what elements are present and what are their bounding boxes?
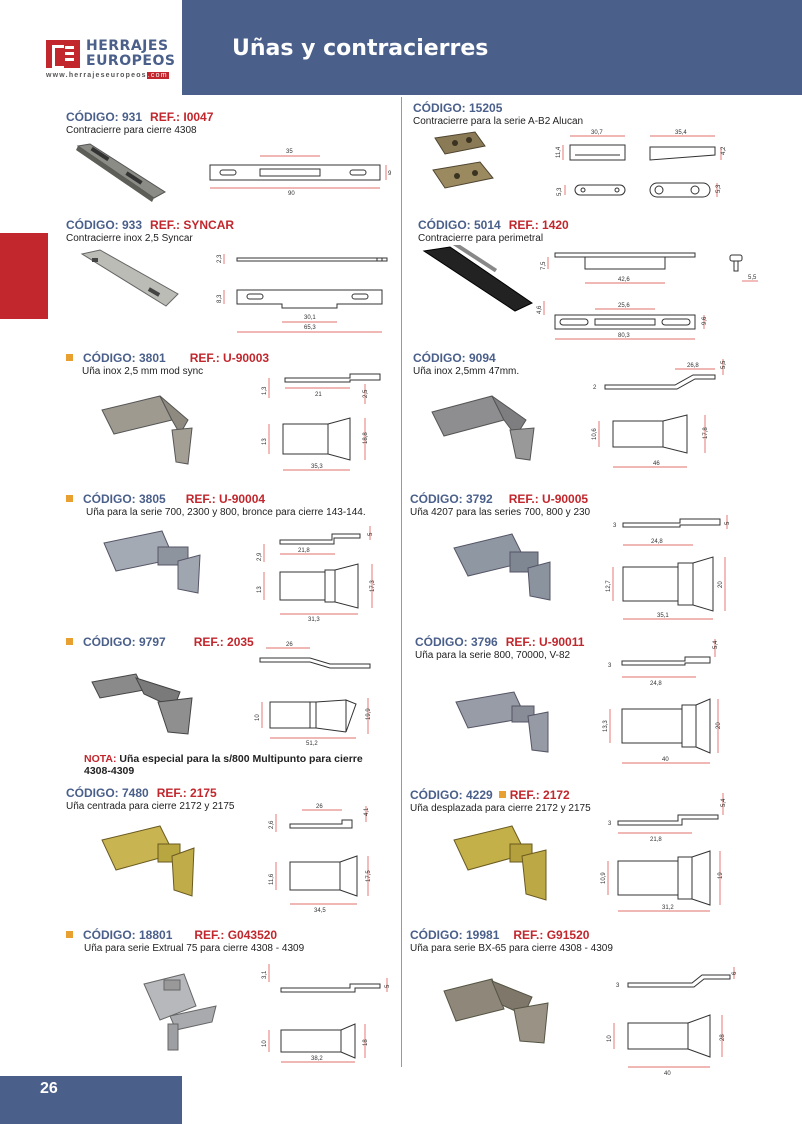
product-ref: REF.: U-90011 [505,635,585,649]
dim-label: 3 [613,523,617,529]
product-ref: REF.: I0047 [150,110,214,124]
note-text: Uña especial para la s/800 Multipunto para cierre 4308-4309 [84,753,363,777]
dim-label: 10,9 [601,872,607,884]
dim-label: 2,6 [269,820,275,829]
product-ref: REF.: G043520 [194,928,278,942]
product-ref: REF.: U-90005 [508,492,589,506]
product-description: Contracierre para la serie A-B2 Alucan [413,116,584,127]
product-code: CÓDIGO: 3792 [410,492,493,506]
dim-label: 35,3 [311,464,323,470]
dim-label: 10 [262,1040,268,1047]
drawing-931 [200,140,400,205]
dim-label: 5,3 [557,187,563,196]
dim-label: 13 [262,438,268,445]
dim-label: 10 [607,1035,613,1042]
product-code: CÓDIGO: 15205 [413,101,503,115]
dim-label: 21,8 [298,548,310,554]
drawing-9094 [585,355,735,475]
product-code: CÓDIGO: 9094 [413,351,496,365]
footer-band [0,1076,182,1124]
product-code: CÓDIGO: 4229 [410,788,493,802]
dim-label: 11,6 [269,873,275,885]
product-description: Contracierre inox 2,5 Syncar [66,233,193,244]
logo-url-domain: www.herrajeseuropeos [46,72,147,79]
dim-label: 5,4 [721,798,727,807]
dim-label: 5 [725,521,731,525]
product-code: CÓDIGO: 9797 [83,635,166,649]
dim-label: 90 [288,191,295,197]
note [84,753,384,777]
drawing-19981 [600,955,745,1080]
product-description: Uña desplazada para cierre 2172 y 2175 [410,803,591,814]
dim-label: 17,3 [370,580,376,592]
drawing-18801 [255,958,400,1068]
product-code: CÓDIGO: 5014 [418,218,501,232]
dim-label: 3 [608,663,612,669]
dim-label: 25,6 [618,303,630,309]
dim-label: 17,5 [366,870,372,882]
dim-label: 30,1 [304,315,316,321]
dim-label: 19 [718,872,724,879]
product-photo-3805 [100,525,210,600]
dim-label: 5 [368,532,374,536]
dim-label: 3 [608,821,612,827]
dim-label: 35,1 [657,613,669,619]
logo-line1: HERRAJES [86,38,169,54]
note-label: NOTA: [84,753,117,765]
dim-label: 11,4 [556,146,562,158]
product-description: Contracierre para cierre 4308 [66,125,197,136]
dim-label: 10,6 [592,428,598,440]
dim-label: 24,8 [651,539,663,545]
logo-icon [46,40,80,68]
product-code: CÓDIGO: 18801 [83,928,173,942]
dim-label: 26 [316,804,323,810]
side-tab [0,233,48,319]
product-code: CÓDIGO: 3796 [415,635,498,649]
dim-label: 13,3 [603,720,609,732]
drawing-3796 [590,625,740,770]
dim-label: 17,8 [703,427,709,439]
product-ref: REF.: 1420 [508,218,569,232]
dim-label: 21 [315,392,322,398]
dim-label: 28 [720,1034,726,1041]
product-photo-3796 [452,688,562,758]
dim-label: 20 [716,722,722,729]
dim-label: 5,5 [721,360,727,369]
product-photo-933 [78,248,188,313]
product-description: Uña inox 2,5 mm mod sync [82,366,204,377]
product-photo-931 [70,140,170,205]
bullet-icon [66,495,73,502]
drawing-15205 [555,125,745,210]
product-code: CÓDIGO: 933 [66,218,143,232]
product-photo-9797 [88,668,198,738]
dim-label: 7,5 [541,261,547,270]
dim-label: 6 [732,971,738,975]
product-ref: REF.: 2175 [156,786,217,800]
product-ref: REF.: 2172 [509,788,570,802]
dim-label: 31,3 [308,617,320,623]
bullet-icon [66,354,73,361]
drawing-3805 [250,522,400,624]
dim-label: 26 [286,642,293,648]
drawing-7480 [262,798,402,918]
dim-label: 9 [388,171,392,177]
dim-label: 40 [662,757,669,763]
dim-label: 65,3 [304,325,316,331]
dim-label: 12,7 [606,580,612,592]
product-description: Uña para la serie 800, 70000, V-82 [415,650,571,661]
dim-label: 35 [286,149,293,155]
dim-label: 5,4 [713,640,719,649]
drawing-3792 [605,505,750,630]
product-code: CÓDIGO: 931 [66,110,143,124]
product-photo-3801 [100,390,200,470]
dim-label: 2,3 [217,254,223,263]
dim-label: 35,4 [675,130,687,136]
product-code: CÓDIGO: 3801 [83,351,166,365]
dim-label: 13 [257,586,263,593]
drawing-9797 [250,638,400,748]
dim-label: 2 [593,385,597,391]
product-ref: REF.: G91520 [513,928,590,942]
dim-label: 2,5 [363,389,369,398]
dim-label: 34,5 [314,908,326,914]
product-photo-3792 [450,528,560,608]
product-ref: REF.: SYNCAR [150,218,235,232]
dim-label: 46 [653,461,660,467]
bullet-icon [66,931,73,938]
page-number: 26 [40,1080,58,1097]
product-description: Uña para la serie 700, 2300 y 800, bronce para cierre 143-144. [86,507,366,518]
dim-label: 3,1 [262,970,268,979]
product-photo-19981 [440,975,555,1050]
dim-label: 5 [385,984,391,988]
product-photo-9094 [430,390,540,465]
product-photo-18801 [140,970,230,1055]
drawing-5014 [530,245,770,345]
product-description: Uña 4207 para las series 700, 800 y 230 [410,507,591,518]
dim-label: 8,3 [217,294,223,303]
dim-label: 10 [255,714,261,721]
dim-label: 5,3 [716,184,722,193]
product-code: CÓDIGO: 19981 [410,928,500,942]
bullet-icon [499,791,506,798]
dim-label: 5,5 [748,275,757,281]
logo-url-tld: .com [147,72,168,79]
product-description: Uña para serie BX-65 para cierre 4308 - 4309 [410,943,613,954]
dim-label: 2,9 [257,552,263,561]
product-ref: REF.: 2035 [193,635,254,649]
dim-label: 4,6 [537,305,543,314]
dim-label: 18 [363,1039,369,1046]
dim-label: 26,8 [687,363,699,369]
product-photo-5014 [420,245,540,320]
drawing-4229 [598,785,743,920]
bullet-icon [66,638,73,645]
product-code: CÓDIGO: 3805 [83,492,166,506]
product-description: Uña inox 2,5mm 47mm. [413,366,520,377]
product-photo-4229 [450,820,560,905]
dim-label: 20 [718,581,724,588]
dim-label: 42,6 [618,277,630,283]
product-photo-15205 [425,128,510,198]
page-title: Uñas y contracierres [232,36,489,61]
dim-label: 3 [616,983,620,989]
dim-label: 4,2 [721,146,727,155]
dim-label: 38,2 [311,1056,323,1062]
logo-url [46,72,169,79]
product-description: Uña para serie Extrual 75 para cierre 4308 - 4309 [84,943,305,954]
dim-label: 31,2 [662,905,674,911]
logo-line2: EUROPEOS [86,53,176,69]
dim-label: 24,8 [650,681,662,687]
product-photo-7480 [98,820,208,900]
dim-label: 18,8 [363,432,369,444]
dim-label: 1,3 [262,386,268,395]
dim-label: 40 [664,1071,671,1077]
product-description: Contracierre para perimetral [418,233,544,244]
drawing-3801 [255,360,400,475]
drawing-933 [212,238,402,338]
logo-text [86,39,175,69]
product-ref: REF.: U-90004 [185,492,266,506]
dim-label: 19,9 [366,708,372,720]
dim-label: 51,2 [306,741,318,747]
dim-label: 30,7 [591,130,603,136]
product-ref: REF.: U-90003 [189,351,270,365]
product-description: Uña centrada para cierre 2172 y 2175 [66,801,235,812]
dim-label: 4,1 [364,807,370,816]
dim-label: 21,8 [650,837,662,843]
product-code: CÓDIGO: 7480 [66,786,149,800]
dim-label: 9,6 [702,316,708,325]
dim-label: 80,3 [618,333,630,339]
